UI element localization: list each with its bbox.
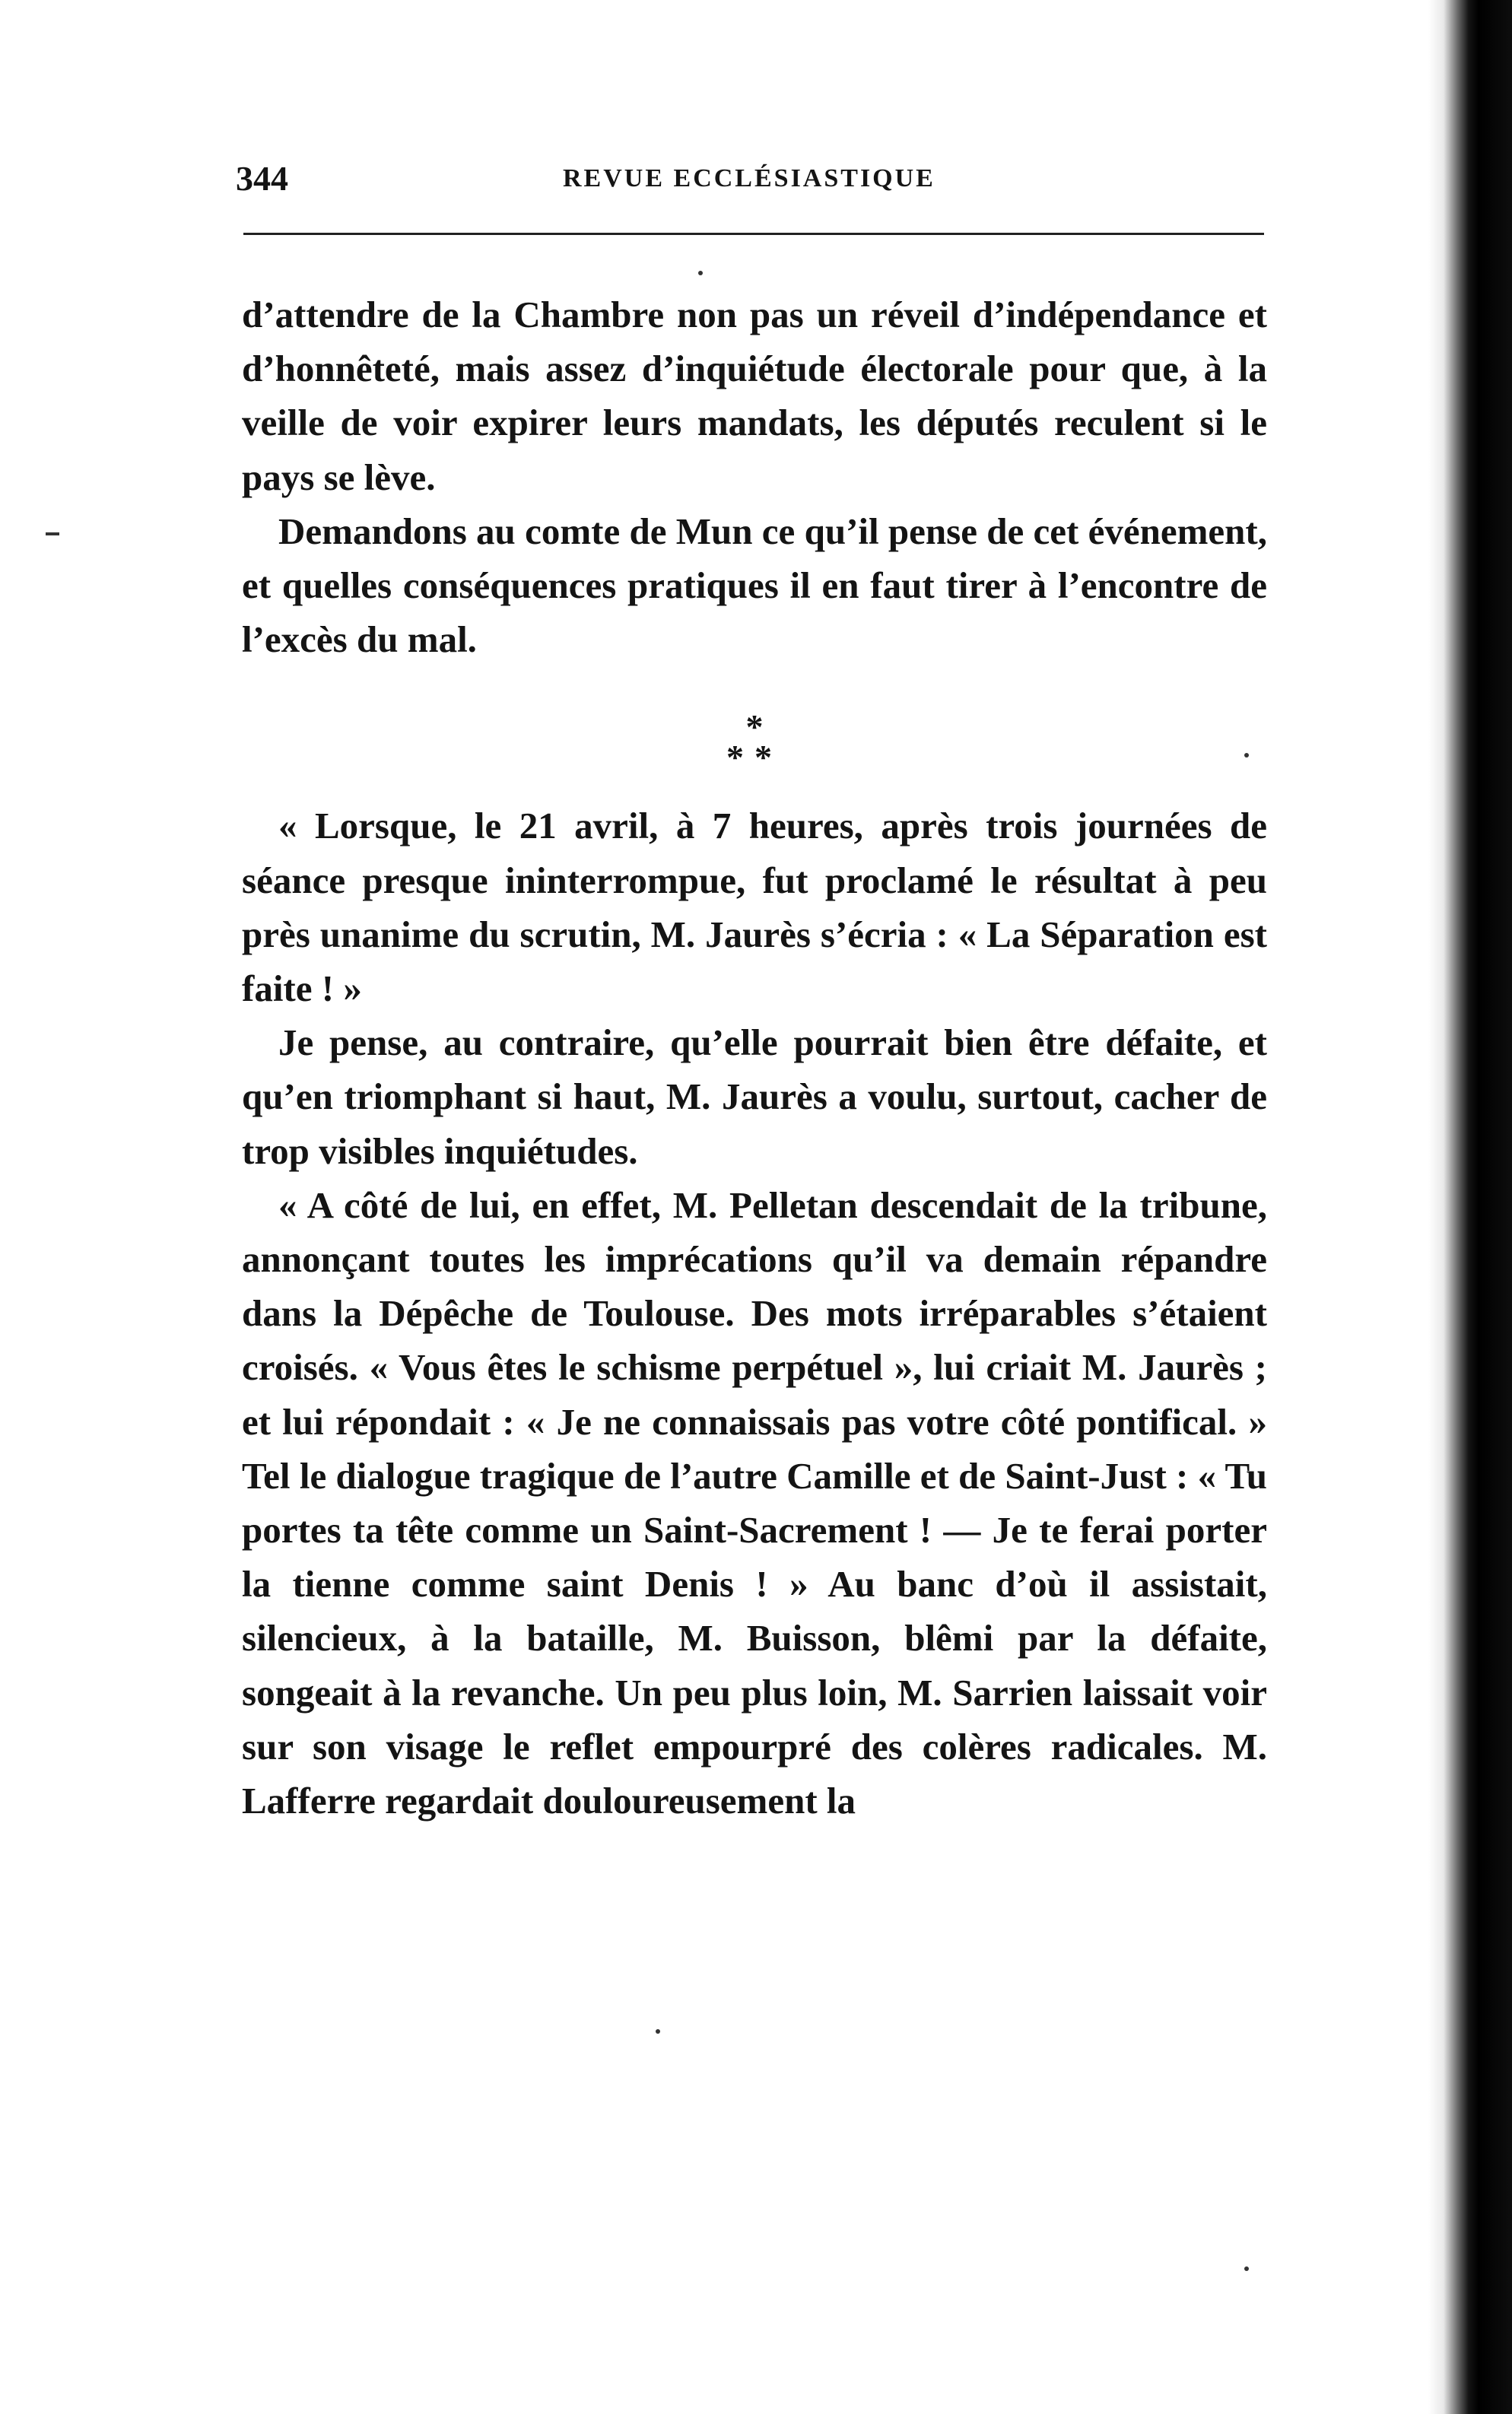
paragraph: « A côté de lui, en effet, M. Pelletan descendait de la tribune, annonçant toutes les imprécations qu’il va demain répandre dans la Dépêche de Toulouse. Des mots irréparables s’étaient croisés. « Vous êtes le schisme perpétuel », lui criait M. Jaurès ; et lui répondait : « Je ne connaissais pas votre côté pontifical. » Tel le dialogue tragique de l’autre Camille et de Saint-Just : « Tu portes ta tête comme un Saint-Sacrement ! — Je te ferai porter la tienne comme saint Denis ! » Au banc d’où il assistait, silencieux, à la bataille, M. Buisson, blêmi par la défaite, songeait à la revanche. Un peu plus loin, M. Sarrien laissait voir sur son visage le reflet empourpré des colères radicales. M. Lafferre regardait douloureusement la — [242, 1183, 1267, 1822]
body-text — [242, 287, 1267, 1828]
scanned-page-edge — [1428, 0, 1512, 2414]
speck — [1244, 753, 1249, 758]
speck — [656, 2029, 660, 2034]
paragraph: Demandons au comte de Mun ce qu’il pense de cet événement, et quelles conséquences pratiques il en faut tirer à l’encontre de l’excès du mal. — [242, 510, 1267, 661]
speck — [1244, 2266, 1249, 2271]
header-rule — [243, 233, 1264, 235]
page-number: 344 — [236, 159, 288, 198]
asterism-top: * — [745, 707, 764, 747]
margin-mark — [46, 532, 59, 535]
asterism — [242, 707, 1267, 777]
speck — [698, 271, 703, 275]
paragraph: d’attendre de la Chambre non pas un réveil d’indépendance et d’honnêteté, mais assez d’inquiétude électorale pour que, à la veille de voir expirer leurs mandats, les députés reculent si le pays se lève. — [242, 294, 1267, 498]
paragraph: « Lorsque, le 21 avril, à 7 heures, après trois journées de séance presque ininterrompue, fut proclamé le résultat à peu près unanime du scrutin, M. Jaurès s’écria : « La Séparation est faite ! » — [242, 805, 1267, 1010]
asterism-bottom: ** — [726, 738, 783, 777]
running-title: REVUE ECCLÉSIASTIQUE — [563, 164, 935, 192]
paragraph: Je pense, au contraire, qu’elle pourrait bien être défaite, et qu’en triomphant si haut, M. Jaurès a voulu, surtout, cacher de trop visibles inquiétudes. — [242, 1021, 1267, 1172]
page-header — [236, 158, 1269, 204]
